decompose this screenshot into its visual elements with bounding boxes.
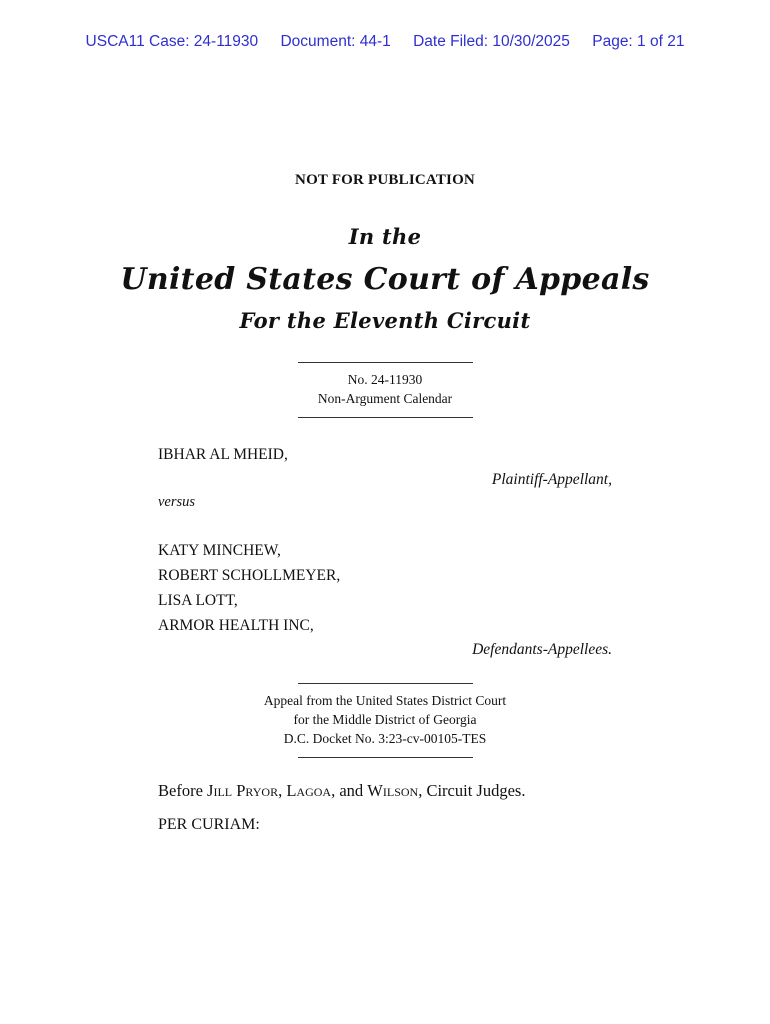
plaintiff-role: Plaintiff-Appellant, (491, 471, 612, 488)
judge-separator: , (278, 781, 283, 800)
page-count-stamp: Page: 1 of 21 (592, 33, 685, 50)
defendants-role: Defendants-Appellees. (472, 641, 612, 658)
divider-appeal-bottom (298, 757, 473, 758)
judge-name: Wilson (367, 781, 419, 800)
publication-status: NOT FOR PUBLICATION (295, 172, 475, 188)
appeal-district-line: for the Middle District of Georgia (293, 712, 477, 727)
date-filed-stamp: Date Filed: 10/30/2025 (413, 33, 570, 50)
divider-appeal-top (298, 683, 473, 684)
judge-separator: , and (331, 781, 364, 800)
defendant-name: ROBERT SCHOLLMEYER, (158, 567, 341, 584)
circuit-name: For the Eleventh Circuit (239, 308, 531, 333)
judge-name: Lagoa (286, 781, 332, 800)
judge-name: Jill Pryor (207, 781, 279, 800)
divider-bottom (298, 417, 473, 418)
document-number-stamp: Document: 44-1 (280, 33, 391, 50)
ecf-header-stamp (0, 33, 770, 51)
appeal-origin-line: Appeal from the United States District Court (263, 693, 507, 708)
case-number: No. 24-11930 (347, 372, 423, 387)
defendant-name: LISA LOTT, (158, 592, 238, 609)
court-prefix: In the (348, 224, 422, 249)
panel-line (158, 781, 525, 801)
versus-label: versus (158, 494, 196, 510)
calendar-type: Non-Argument Calendar (317, 391, 453, 406)
district-docket-number: D.C. Docket No. 3:23-cv-00105-TES (283, 731, 487, 746)
plaintiff-name: IBHAR AL MHEID, (158, 446, 288, 463)
court-name: United States Court of Appeals (120, 262, 650, 297)
defendant-name: KATY MINCHEW, (158, 542, 281, 559)
before-label: Before (158, 781, 203, 800)
case-number-stamp: USCA11 Case: 24-11930 (85, 33, 259, 50)
per-curiam-heading: PER CURIAM: (158, 816, 260, 833)
divider-top (298, 362, 473, 363)
defendant-name: ARMOR HEALTH INC, (158, 617, 314, 634)
panel-suffix: , Circuit Judges. (418, 781, 526, 800)
